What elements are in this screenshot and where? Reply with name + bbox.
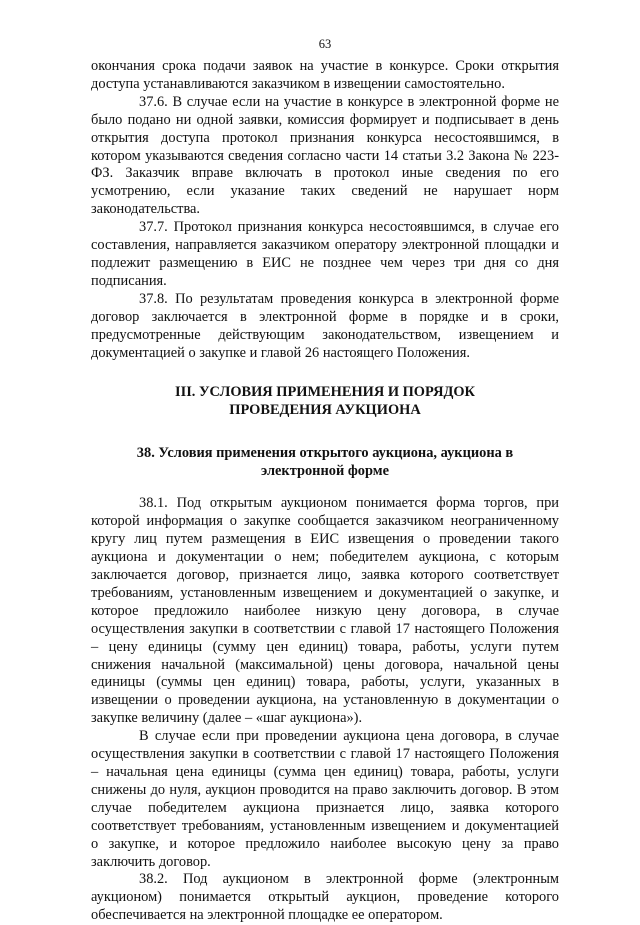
document-page (91, 36, 559, 925)
paragraph-continuation: окончания срока подачи заявок на участие в конкурсе. Сроки открытия доступа устанавливаются заказчиком в извещении самостоятельно. (91, 58, 559, 92)
paragraph-38-1: 38.1. Под открытым аукционом понимается форма торгов, при которой информация о закупке сообщается заказчиком неограниченному кругу лиц путем размещения в ЕИС извещения о проведении такого аукциона и документации о нем; победителем аукциона, с которым заключается договор, признается лицо, заявка которого соответствует требованиям, установленным извещением и документацией о закупке, и которое предложило наиболее низкую цену договора, в случае осуществления закупки в соответствии с главой 17 настоящего Положения – цену единицы (сумму цен единиц) товара, работы, услуги путем снижения начальной (максимальной) цены договора, начальной цены единицы (суммы цен единиц) товара, работы, услуги, указанных в извещении о проведении аукциона, на установленную в документации о закупке величину (далее – «шаг аукциона»). (91, 495, 559, 727)
paragraph-38-2: 38.2. Под аукционом в электронной форме (электронным аукционом) понимается открытый аукцион, проведение которого обеспечивается на электронной площадке ее оператором. (91, 871, 559, 924)
section-heading: III. УСЛОВИЯ ПРИМЕНЕНИЯ И ПОРЯДОК ПРОВЕДЕНИЯ АУКЦИОНА (175, 384, 475, 419)
paragraph-zero-price: В случае если при проведении аукциона цена договора, в случае осуществления закупки в соответствии с главой 17 настоящего Положения – начальная цена единицы (сумма цен единиц) товара, работы, услуги снижены до нуля, аукцион проводится на право заключить договор. В этом случае победителем аукциона признается лицо, заявка которого соответствует требованиям, установленным извещением и документацией о закупке, и которое предложило наиболее высокую цену за право заключить договор. (91, 728, 559, 870)
subsection-heading: 38. Условия применения открытого аукциона, аукциона в электронной форме (136, 445, 514, 480)
paragraph-37-7: 37.7. Протокол признания конкурса несостоявшимся, в случае его составления, направляется заказчиком оператору электронной площадки и подлежит размещению в ЕИС не позднее чем через три дня со дня подписания. (91, 219, 559, 289)
page-number: 63 (318, 37, 332, 51)
paragraph-37-8: 37.8. По результатам проведения конкурса в электронной форме договор заключается в электронной форме в порядке и в сроки, предусмотренные действующим законодательством, извещением и документацией о закупке и главой 26 настоящего Положения. (91, 290, 559, 361)
paragraph-37-6: 37.6. В случае если на участие в конкурсе в электронной форме не было подано ни одной заявки, комиссия формирует и подписывает в день открытия доступа протокол признания конкурса несостоявшимся, в котором указываются сведения согласно части 14 статьи 3.2 Закона № 223-ФЗ. Заказчик вправе включать в протокол иные сведения по его усмотрению, если указание таких сведений не нарушает норм законодательства. (91, 93, 559, 218)
